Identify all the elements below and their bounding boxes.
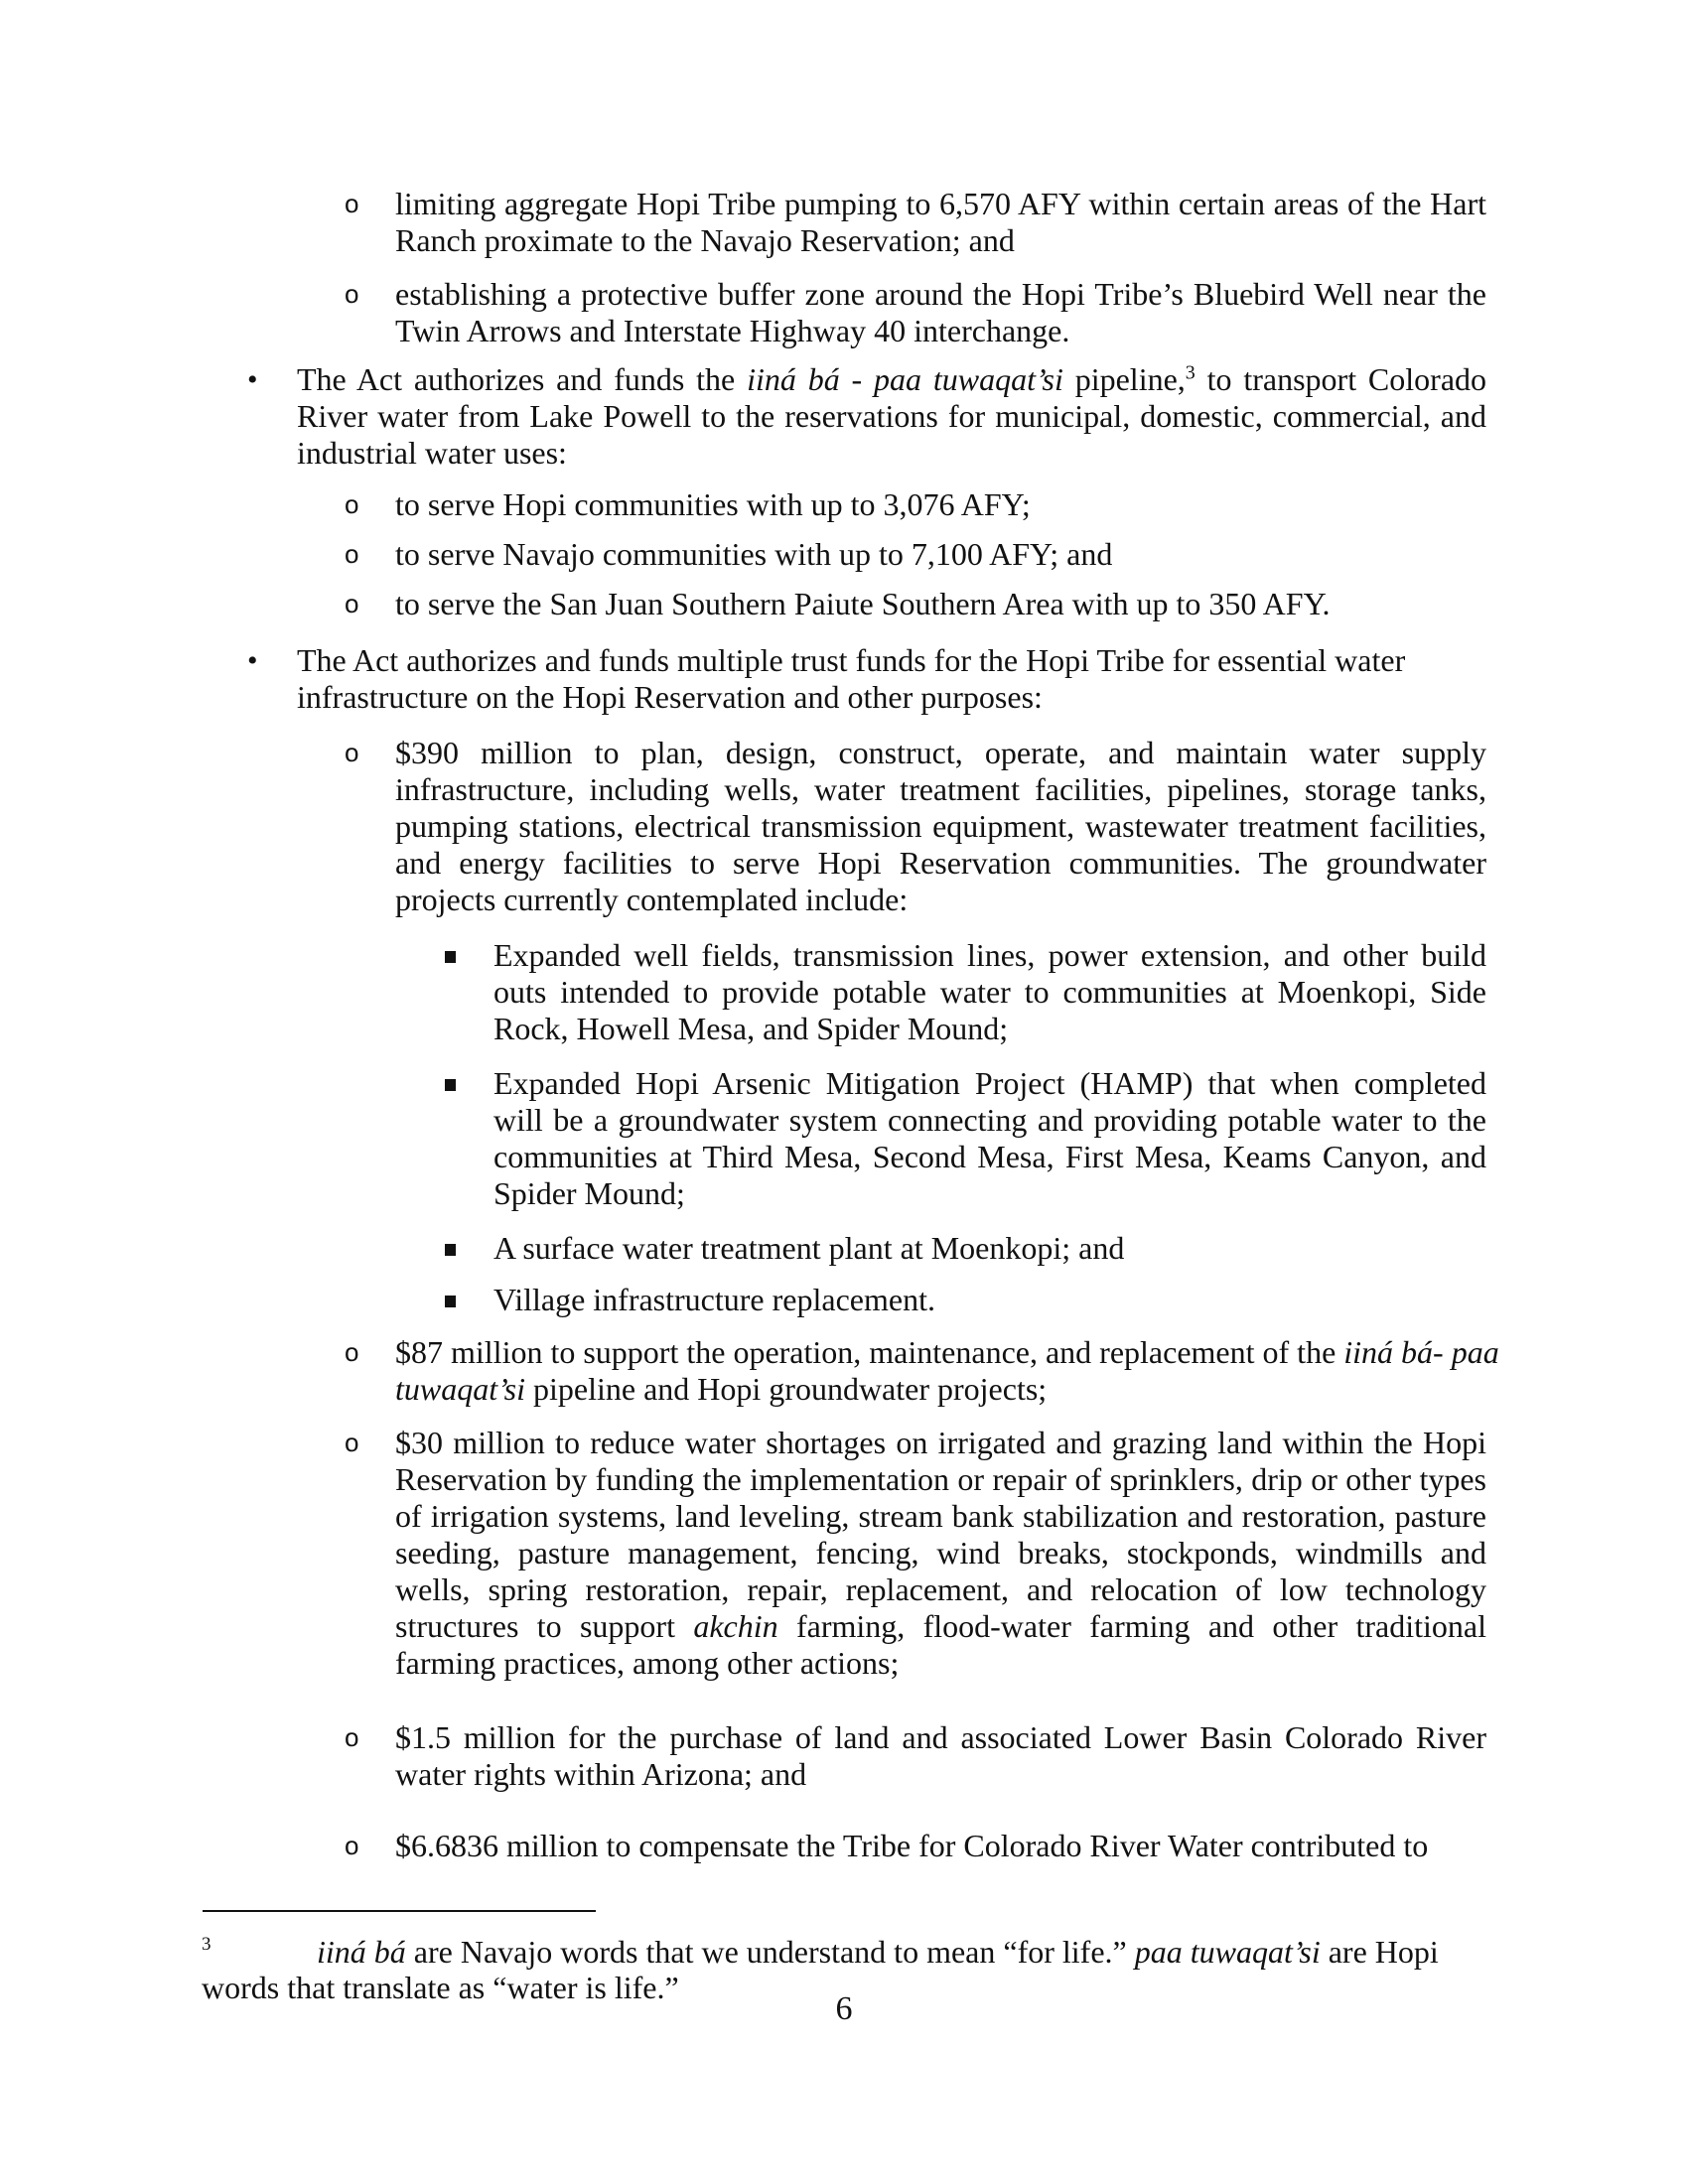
bullet-icon: • (247, 644, 258, 677)
list-item-text: $6.6836 million to compensate the Tribe for Colorado River Water contributed to (395, 1828, 1429, 1863)
list-item-text: Expanded well fields, transmission lines, power extension, and other build outs intended to provide potable water to communities at Moenkopi, Side Rock, Howell Mesa, and Spider Mound; (493, 937, 1486, 1046)
list-item-text: The Act authorizes and funds multiple trust funds for the Hopi Tribe for essential water infrastructure on the Hopi Reservation and other purposes: (297, 642, 1406, 715)
list-item-text: limiting aggregate Hopi Tribe pumping to 6,570 AFY within certain areas of the Hart Ranch proximate to the Navajo Reservation; and (395, 186, 1486, 258)
list-item-text: $30 million to reduce water shortages on irrigated and grazing land within the Hopi Reservation by funding the implementation or repair of sprinklers, drip or other types of irrigation systems, land leveling, stream bank stabilization and restoration, pasture seeding, pasture management, fencing, wind breaks, stockponds, windmills and wells, spring restoration, repair, replacement, and relocation of low technology structures to support akchin farming, flood-water farming and other traditional farming practices, among other actions; (395, 1425, 1487, 1681)
circle-bullet-icon: o (345, 1831, 359, 1860)
circle-bullet-icon: o (345, 589, 359, 618)
list-item-text: $390 million to plan, design, construct, operate, and maintain water supply infrastructure, including wells, water treatment facilities, pipelines, storage tanks, pumping stations, electrical transmission equipment, wastewater treatment facilities, and energy facilities to serve Hopi Reservation communities. The groundwater projects currently contemplated include: (395, 735, 1486, 917)
list-item-text: to serve Hopi communities with up to 3,076 AFY; (395, 486, 1031, 522)
footnote-reference: 3 (1185, 361, 1196, 384)
square-bullet-icon (445, 1296, 456, 1307)
square-bullet-icon (445, 1079, 456, 1091)
list-item-text: Village infrastructure replacement. (493, 1282, 935, 1317)
footnote-divider (203, 1910, 596, 1912)
list-item-text: The Act authorizes and funds the iiná bá - paa tuwaqat’si pipeline,$^3$ to transport Colorado River water from Lake Powell to the reservations for municipal, domestic, commercial, and industrial water uses: (297, 361, 1487, 471)
footnote-text: iiná bá are Navajo words that we understand to mean “for life.” paa tuwaqat’si are Hopi words that translate as “water is life.” (202, 1934, 1439, 2005)
footnote-number: 3 (202, 1934, 211, 1955)
list-item-text: $1.5 million for the purchase of land and associated Lower Basin Colorado River water rights within Arizona; and (395, 1719, 1486, 1792)
list-item-text: $87 million to support the operation, maintenance, and replacement of the iiná bá- paa tuwaqat’si pipeline and Hopi groundwater projects; (395, 1334, 1499, 1407)
list-item-text: to serve the San Juan Southern Paiute Southern Area with up to 350 AFY. (395, 586, 1331, 621)
pipeline-name: iiná bá - paa tuwaqat’si (747, 361, 1063, 397)
page-number: 6 (835, 1990, 853, 2027)
circle-bullet-icon: o (345, 279, 359, 309)
list-item-text: establishing a protective buffer zone around the Hopi Tribe’s Bluebird Well near the Twin Arrows and Interstate Highway 40 interchange. (395, 276, 1486, 348)
square-bullet-icon (445, 951, 456, 963)
circle-bullet-icon: o (345, 1428, 359, 1457)
circle-bullet-icon: o (345, 1722, 359, 1752)
circle-bullet-icon: o (345, 1337, 359, 1367)
akchin-term: akchin (693, 1608, 778, 1644)
circle-bullet-icon: o (345, 738, 359, 767)
circle-bullet-icon: o (345, 539, 359, 569)
bullet-icon: • (247, 363, 258, 396)
list-item-text: to serve Navajo communities with up to 7,100 AFY; and (395, 536, 1113, 572)
square-bullet-icon (445, 1244, 456, 1256)
list-item-text: Expanded Hopi Arsenic Mitigation Project (HAMP) that when completed will be a groundwater system connecting and providing potable water to the communities at Third Mesa, Second Mesa, First Mesa, Keams Canyon, and Spider Mound; (493, 1065, 1486, 1211)
pipeline-name: iiná bá- paa tuwaqat’si (395, 1334, 1499, 1407)
circle-bullet-icon: o (345, 489, 359, 519)
circle-bullet-icon: o (345, 189, 359, 218)
list-item-text: A surface water treatment plant at Moenkopi; and (493, 1230, 1125, 1266)
